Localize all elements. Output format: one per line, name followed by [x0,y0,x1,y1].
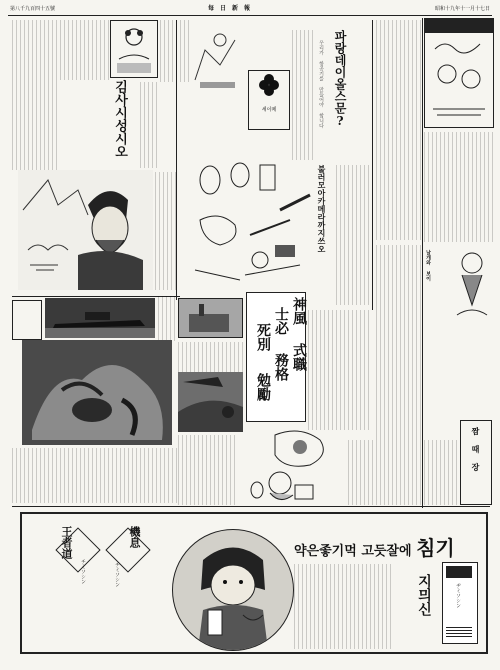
ad-left-vertical-3: 機息 [128,526,141,548]
article-column-5 [160,20,190,82]
side-headline-box [317,165,333,305]
column-rule-left [176,20,177,300]
ad-package-cap [446,566,472,578]
ship-photo [45,298,155,338]
ad-body-text [294,564,394,649]
right-cartoon [452,245,492,325]
right-small-box-title: 짬 때 장 [471,427,481,471]
scholar-illustration [18,170,153,290]
toy-cartoon-illustration [180,150,315,295]
ad-headline-small: 약은좋기먹 고듯잘에 [294,544,412,559]
masthead-left: 第八千九百四十五號 [10,6,56,12]
right-small-box [460,420,492,505]
article-column-3 [140,82,160,168]
article-column-2 [60,20,110,80]
article-column-6 [292,30,316,160]
article-column-9 [336,165,370,305]
calligraphy-col-6: 勉勵 [255,373,271,401]
hangar-painting [178,372,243,432]
calligraphy-col-4: 式職 [291,343,307,371]
article-column-11 [178,342,243,372]
ad-package-label: ヂミソシン [455,583,461,608]
factory-photo [178,298,243,338]
main-headline: 파랑데이올스문? [333,30,347,128]
article-column-1 [12,20,57,170]
article-column-15 [178,435,238,505]
small-ad-box [12,300,42,340]
soldier-painting [22,340,172,445]
calligraphy-col-2: 士必 [273,307,289,335]
left-vertical-headline: 김사시성시오 [112,80,127,158]
article-column-10 [158,296,178,341]
child-cartoon [245,425,345,505]
article-column-16 [348,440,458,505]
ad-product-package [442,562,478,644]
illustrated-heading-box [110,20,158,78]
article-column-14 [12,448,177,503]
calligraphy-col-5: 務格 [273,353,289,381]
advertisement-box [20,512,488,654]
flower-illustration [111,21,157,77]
ad-product-name: 지믜신 [416,574,432,616]
ad-diamond-2 [105,527,150,572]
article-column-8 [424,132,494,242]
cartoon-caption: 세이떼 [261,107,277,113]
ad-headline-large: 침기 [416,536,455,560]
column-rule-right [422,18,423,508]
article-column-12 [308,310,370,430]
ad-girl-illustration [172,529,294,651]
calligraphy-box [246,292,306,422]
main-subhead-box [318,40,332,150]
clover-icon [249,71,289,107]
ad-left-vertical-2: チミソシン [80,559,86,584]
main-subhead: 우리가 항공기를 만들어야 합니다 [318,40,324,128]
masthead-right: 昭和十九年十一月十七日 [434,6,490,12]
article-column-7 [376,20,421,240]
ad-separator-rule [12,506,490,507]
ad-left-vertical-1: 王者道 [60,526,73,559]
column-divider [372,20,373,310]
ad-package-stripes [446,625,472,637]
article-column-13 [376,245,421,440]
vertical-headline-box [112,80,140,170]
sketch-illustration [190,20,245,95]
right-column-header-box [425,250,439,310]
calligraphy-col-3: 死別 [255,323,271,351]
right-comic-box [424,18,494,128]
main-headline-box [333,30,363,160]
article-column-4 [155,172,177,290]
calligraphy-col-1: 神風 [291,297,307,325]
cartoon-box [248,70,290,130]
side-headline: 불러모아카메라까지쓰오 [317,165,327,253]
ad-left-vertical-4: チミソシン [114,562,120,587]
section-rule [12,296,180,297]
masthead [8,3,492,16]
right-column-header: 날개와 보이 [425,250,431,281]
ad-headline-group [294,532,455,561]
masthead-title: 每日新報 [208,5,257,12]
